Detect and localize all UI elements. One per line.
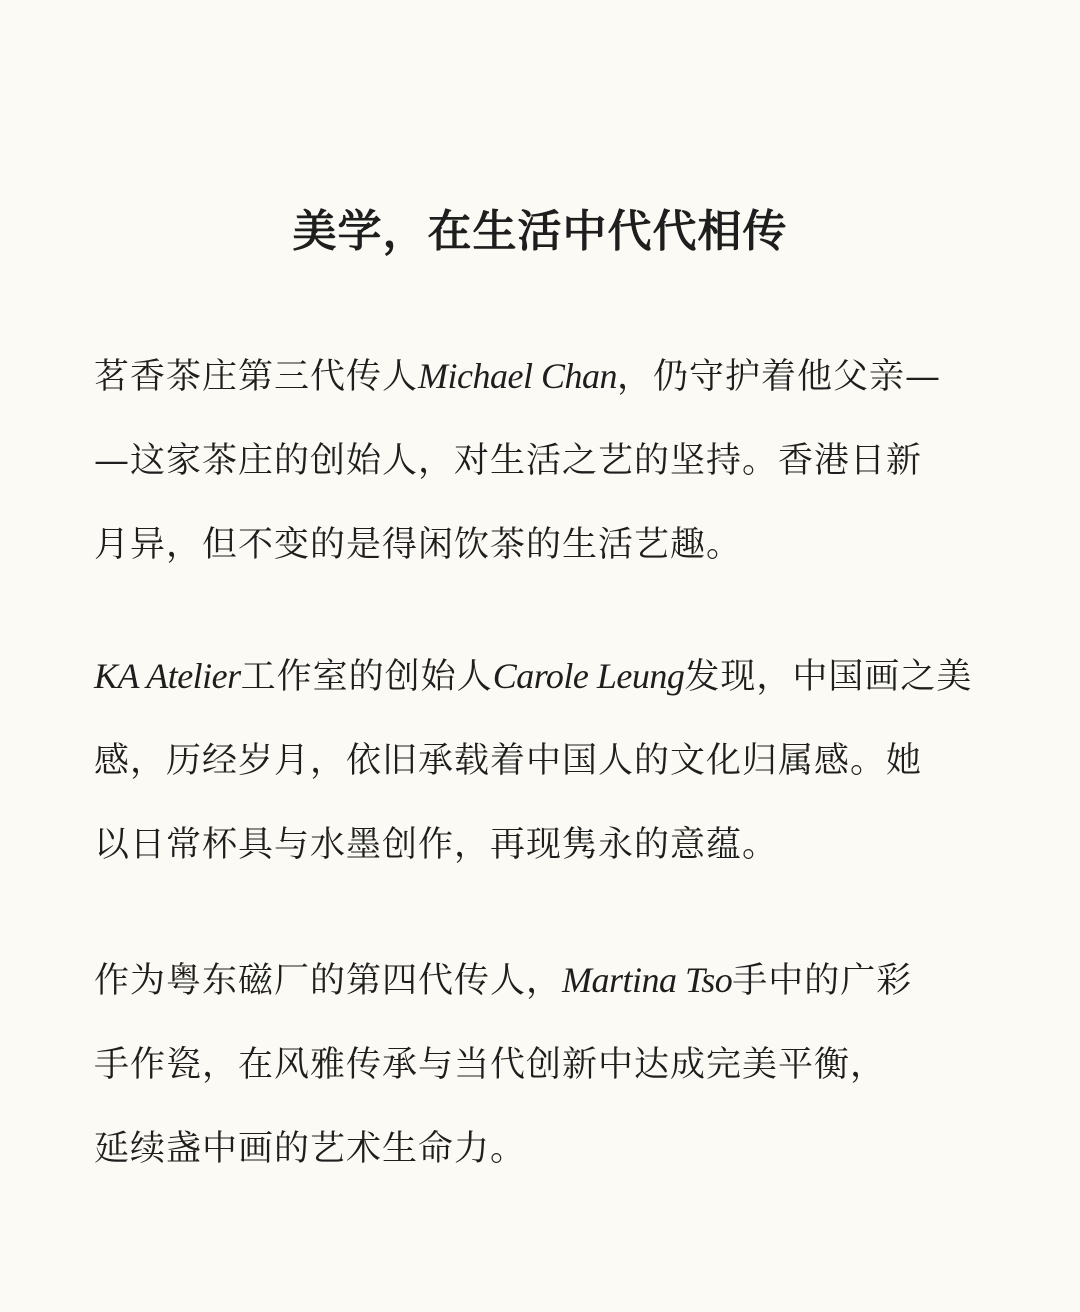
text-run: —这家茶庄的创始人，对生活之艺的坚持。香港日新	[94, 441, 923, 481]
name-michael-chan: Michael Chan	[418, 356, 617, 396]
paragraph-carole-leung	[94, 634, 994, 887]
paragraph-michael-chan	[94, 334, 994, 587]
paragraph-line	[94, 719, 994, 803]
text-run: 工作室的创始人	[240, 657, 493, 697]
text-run: ，仍守护着他父亲—	[616, 357, 941, 397]
text-run: 发现，中国画之美	[684, 657, 973, 697]
text-run: 月异，但不变的是得闲饮茶的生活艺趣。	[94, 525, 743, 565]
text-run: 手作瓷，在风雅传承与当代创新中达成完美平衡，	[94, 1045, 887, 1085]
paragraph-martina-tso	[94, 938, 994, 1191]
article-title: 美学，在生活中代代相传	[292, 206, 788, 257]
paragraph-line	[94, 634, 994, 719]
name-martina-tso: Martina Tso	[562, 960, 733, 1000]
paragraph-line	[94, 503, 994, 587]
paragraph-line	[94, 938, 994, 1023]
name-carole-leung: Carole Leung	[492, 656, 685, 696]
paragraph-line	[94, 803, 994, 887]
paragraph-line	[94, 419, 994, 503]
paragraph-line	[94, 1107, 994, 1191]
name-ka-atelier: KA Atelier	[94, 656, 241, 696]
text-run: 茗香茶庄第三代传人	[94, 357, 419, 397]
text-run: 延续盏中画的艺术生命力。	[94, 1129, 527, 1169]
text-run: 手中的广彩	[732, 961, 913, 1001]
text-run: 感，历经岁月，依旧承载着中国人的文化归属感。她	[94, 741, 923, 781]
paragraph-line	[94, 1023, 994, 1107]
text-run: 以日常杯具与水墨创作，再现隽永的意蕴。	[94, 825, 779, 865]
text-run: 作为粤东磁厂的第四代传人，	[94, 961, 563, 1001]
paragraph-line	[94, 334, 994, 419]
